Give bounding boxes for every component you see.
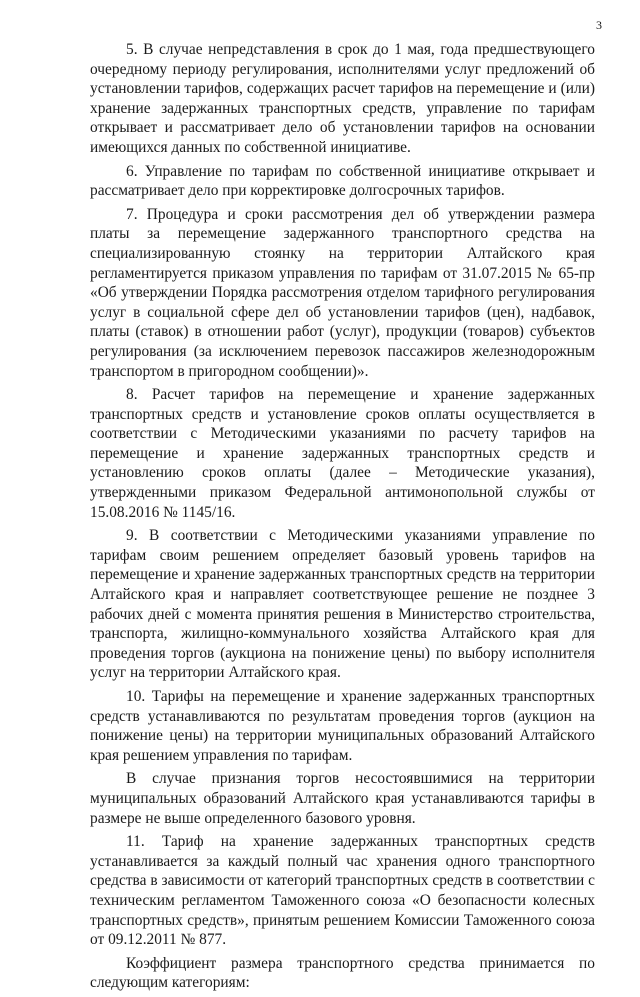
paragraph-6: 6. Управление по тарифам по собственной инициативе открывает и рассматривает дело при корректировке долгосрочных тарифов.: [90, 162, 595, 200]
paragraph-coefficient: Коэффициент размера транспортного средства принимается по следующим категориям:: [90, 954, 595, 992]
page-number: 3: [596, 18, 602, 32]
paragraph-11: 11. Тариф на хранение задержанных транспортных средств устанавливается за каждый полный час хранения одного транспортного средства в зависимости от категорий транспортных средств в соответствии с техническим регламентом Таможенного союза «О безопасности колесных транспортных средств», принятым решением Комиссии Таможенного союза от 09.12.2011 № 877.: [90, 833, 595, 949]
paragraph-10-continuation: В случае признания торгов несостоявшимися на территории муниципальных образований Алтайского края устанавливаются тарифы в размере не выше определенного базового уровня.: [90, 770, 595, 827]
paragraph-10: 10. Тарифы на перемещение и хранение задержанных транспортных средств устанавливаются по результатам проведения торгов (аукцион на понижение цены) на территории муниципальных образований Алтайского края решением управления по тарифам.: [90, 688, 595, 764]
paragraph-5: 5. В случае непредставления в срок до 1 мая, года предшествующего очередному периоду регулирования, исполнителями услуг предложений об установлении тарифов, содержащих расчет тарифов на перемещение и (или) хранение задержанных транспортных средств, управление по тарифам открывает и рассматривает дело об установлении тарифов на основании имеющихся данных по собственной инициативе.: [90, 41, 595, 156]
paragraph-9: 9. В соответствии с Методическими указаниями управление по тарифам своим решением определяет базовый уровень тарифов на перемещение и хранение задержанных транспортных средств на территории Алтайского края и направляет соответствующее решение не позднее 3 рабочих дней с момента принятия решения в Министерство строительства, транспорта, жилищно-коммунального хозяйства Алтайского края для проведения торгов (аукциона на понижение цены) по выбору исполнителя услуг на территории Алтайского края.: [90, 527, 595, 682]
document-body: [90, 40, 595, 997]
paragraph-8: 8. Расчет тарифов на перемещение и хранение задержанных транспортных средств и установление сроков оплаты осуществляется в соответствии с Методическими указаниями по расчету тарифов на перемещение и хранение задержанных транспортных средств и установлению сроков оплаты (далее – Методические указания), утвержденными приказом Федеральной антимонопольной службы от 15.08.2016 № 1145/16.: [90, 386, 595, 521]
paragraph-7: 7. Процедура и сроки рассмотрения дел об утверждении размера платы за перемещение задержанного транспортного средства на специализированную стоянку на территории Алтайского края регламентируется приказом управления по тарифам от 31.07.2015 № 65-пр «Об утверждении Порядка рассмотрения отделом тарифного регулирования услуг в социальной сфере дел об установлении тарифов (цен), надбавок, платы (ставок) в отношении работ (услуг), продукции (товаров) субъектов регулирования (за исключением перевозок пассажиров железнодорожным транспортом в пригородном сообщении)».: [90, 205, 595, 380]
